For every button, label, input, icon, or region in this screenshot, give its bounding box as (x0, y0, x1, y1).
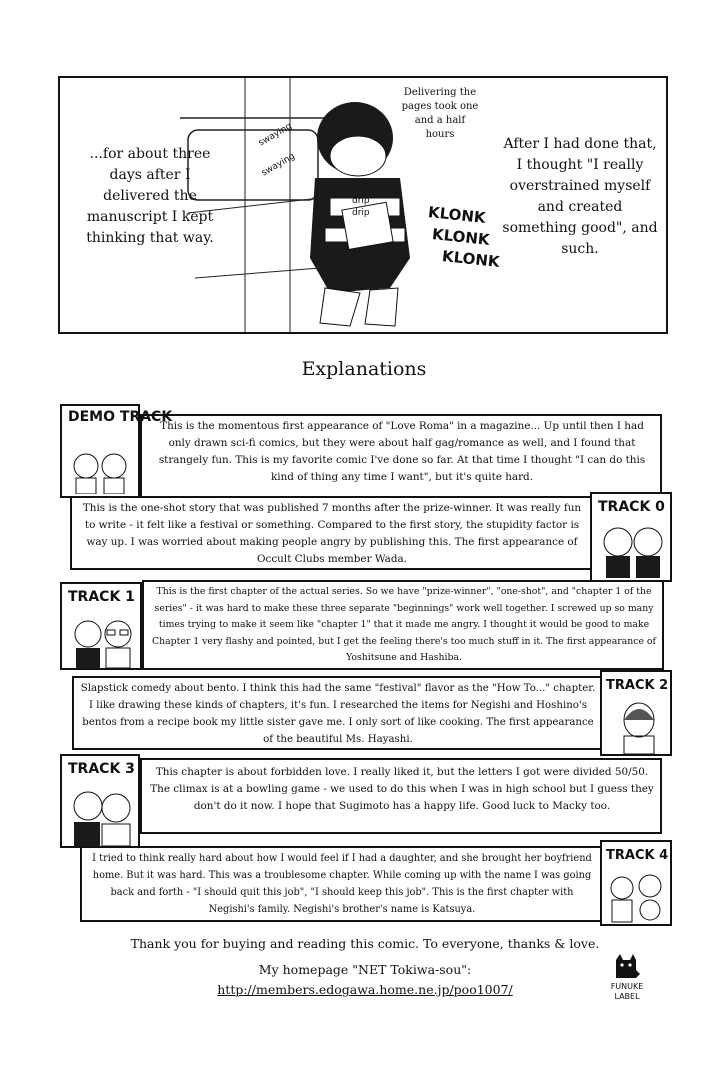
track-text: Slapstick comedy about bento. I think this had the same "festival" flavor as the "How To..." chapter. I like drawing these kinds of chapters, it's fun. I researched the items for Negishi and Hoshino's bentos from a recipe book my little sister gave me. I only sort of like cooking. The first appearance of the beautiful Ms. Hayashi. (80, 683, 596, 745)
left-caption: ...for about three days after I delivered the manuscript I kept thinking that way. (86, 146, 214, 246)
track-box-2 (72, 676, 602, 750)
sfx-klonk-2: KLONK (431, 225, 491, 249)
sfx-klonk-3: KLONK (441, 247, 501, 271)
track-text: This is the momentous first appearance of "Love Roma" in a magazine... Up until then I had only drawn sci-fi comics, but they were about half gag/romance as well, and I found that strangely fun. This is my favorite comic I've done so far. At that time I thought "I can do this kind of thing any time I want", but it's quite hard. (158, 420, 646, 483)
character-drawing (68, 446, 134, 494)
sfx-drip-1: drip (352, 196, 370, 206)
track-tag: DEMO TRACK (68, 409, 173, 425)
right-caption: After I had done that, I thought "I really overstrained myself and created something good", and such. (502, 136, 658, 257)
track-tag: TRACK 0 (598, 499, 665, 515)
track-box-4 (80, 846, 602, 922)
tag-box-demo (60, 404, 173, 498)
character-drawing (614, 698, 664, 754)
delivery-note: Delivering the pages took one and a half hours (401, 87, 479, 140)
tag-box-0 (590, 492, 672, 582)
track-box-3 (140, 758, 662, 834)
track-box-1 (142, 580, 664, 670)
tag-box-2 (600, 670, 672, 756)
sfx-drip-2: drip (352, 208, 370, 218)
logo-label: FUNUKE LABEL (610, 982, 644, 1001)
tag-box-4 (600, 840, 672, 926)
character-drawing (68, 612, 138, 668)
character-drawing (68, 784, 136, 846)
character-drawing (606, 868, 670, 924)
sfx-swaying-2: swaying (259, 151, 297, 179)
tag-box-3 (60, 754, 140, 848)
track-box-demo (140, 414, 662, 498)
tag-box-1 (60, 582, 142, 670)
sfx-swaying-1: swaying (256, 121, 294, 149)
track-tag: TRACK 3 (68, 761, 135, 777)
homepage-link[interactable]: http://members.edogawa.home.ne.jp/poo1007/ (217, 982, 513, 997)
track-tag: TRACK 1 (68, 589, 135, 605)
track-tag: TRACK 2 (606, 678, 669, 693)
thanks-message: Thank you for buying and reading this comic. To everyone, thanks & love. (130, 936, 600, 951)
manga-panel (58, 76, 668, 334)
funuke-label-logo-icon (612, 952, 642, 980)
homepage-label: My homepage "NET Tokiwa-sou": (258, 962, 472, 977)
page-title: Explanations (301, 358, 427, 380)
sfx-klonk-1: KLONK (427, 203, 487, 227)
track-tag: TRACK 4 (606, 848, 669, 863)
track-text: I tried to think really hard about how I would feel if I had a daughter, and she brought her boyfriend home. But it was hard. This was a troublesome chapter. While coming up with the name I was going back and forth - "I should quit this job", "I should keep this job". This is the first chapter with Negishi's family. Negishi's brother's name is Katsuya. (92, 853, 592, 915)
track-text: This is the first chapter of the actual series. So we have "prize-winner", "one-shot", and "chapter 1 of the series" - it was hard to make these three separate "beginnings" work well together. I screwed up so many times trying to make it seem like "chapter 1" that it made me angry. I thought it would be good to make Chapter 1 very flashy and pointed, but I get the feeling there's too much stuff in it. The first appearance of Yoshitsune and Hashiba. (152, 586, 656, 663)
track-box-0 (70, 496, 592, 570)
track-text: This chapter is about forbidden love. I really liked it, but the letters I got were divided 50/50. The climax is at a bowling game - we used to do this when I was in high school but I guess they don't do it now. I hope that Sugimoto has a happy life. Good luck to Macky too. (150, 766, 654, 812)
character-drawing (598, 520, 668, 580)
track-text: This is the one-shot story that was published 7 months after the prize-winner. It was really fun to write - it felt like a festival or something. Compared to the first story, the stupidity factor is way up. I was worried about making people angry by publishing this. The first appearance of Occult Clubs member Wada. (82, 502, 582, 565)
